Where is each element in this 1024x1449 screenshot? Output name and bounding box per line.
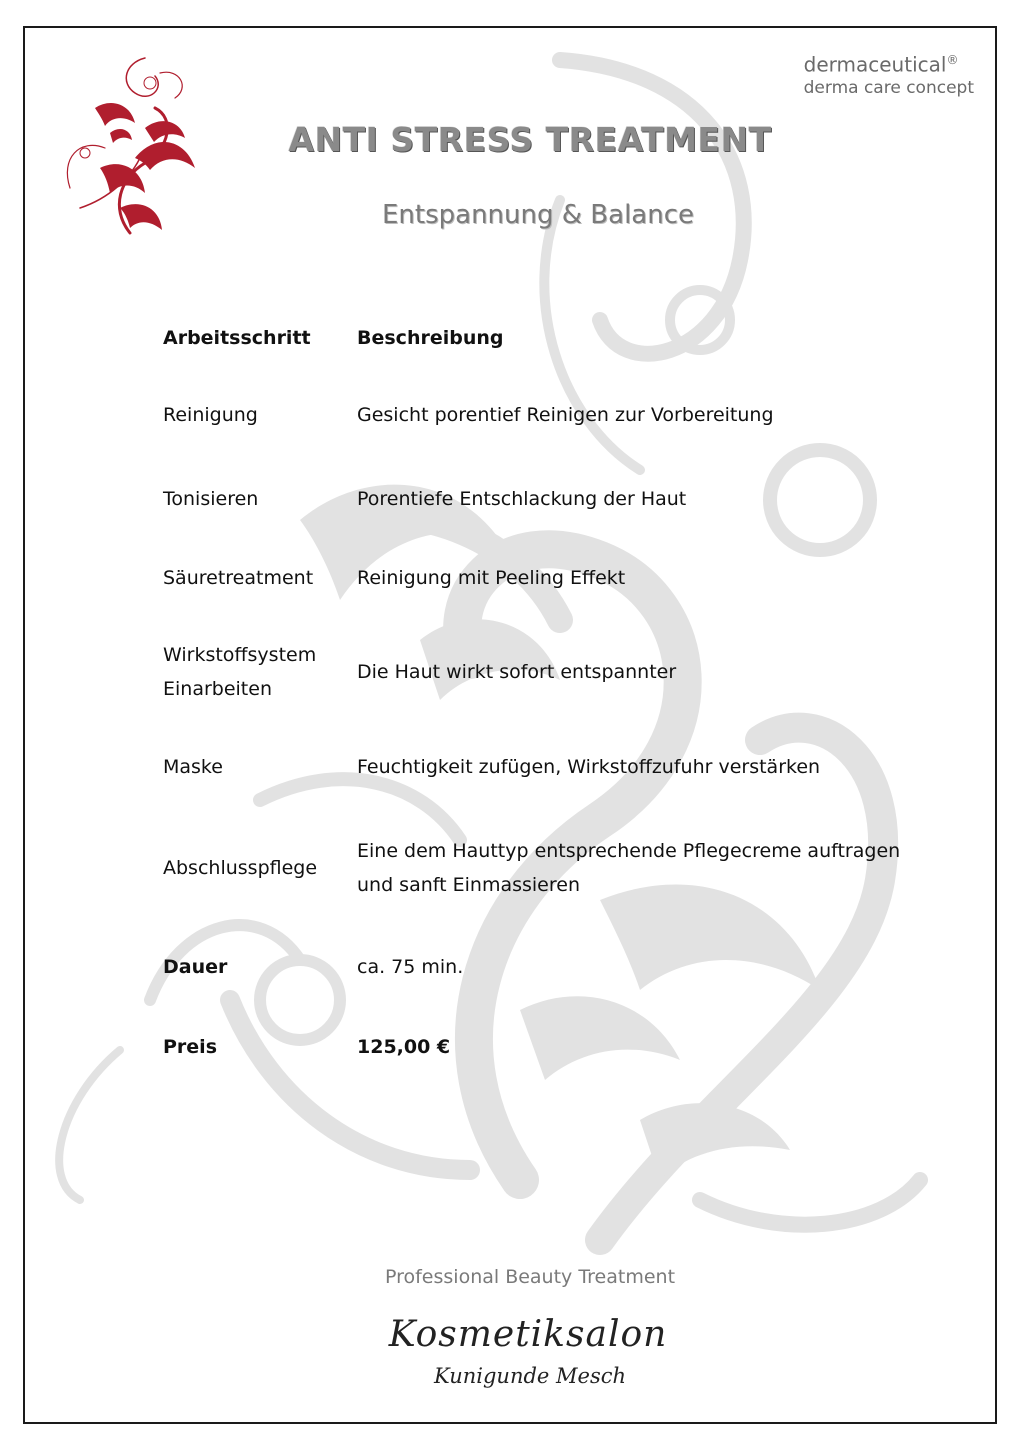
step-label: Abschlusspflege — [163, 857, 318, 879]
header-step: Arbeitsschritt — [163, 327, 311, 349]
step-description — [357, 834, 937, 902]
page-subtitle: Entspannung & Balance — [382, 200, 694, 230]
step-description: Feuchtigkeit zufügen, Wirkstoffzufuhr verstärken — [357, 756, 821, 778]
step-label — [163, 638, 353, 706]
page-title: ANTI STRESS TREATMENT — [288, 120, 772, 159]
step-description: Reinigung mit Peeling Effekt — [357, 567, 626, 589]
step-label-line: Wirkstoffsystem — [163, 644, 317, 666]
duration-value: ca. 75 min. — [357, 956, 464, 978]
step-label: Reinigung — [163, 404, 258, 426]
step-label: Säuretreatment — [163, 567, 314, 589]
salon-owner: Kunigunde Mesch — [433, 1364, 627, 1388]
salon-name: Kosmetiksalon — [388, 1314, 668, 1355]
step-description: Die Haut wirkt sofort entspannter — [357, 661, 677, 683]
step-description-line: und sanft Einmassieren — [357, 874, 580, 896]
registered-mark: ® — [946, 53, 959, 67]
price-value: 125,00 € — [357, 1036, 451, 1058]
footer-tagline: Professional Beauty Treatment — [384, 1266, 676, 1288]
step-label: Tonisieren — [163, 488, 259, 510]
step-description: Porentiefe Entschlackung der Haut — [357, 488, 687, 510]
brand-tagline: derma care concept — [803, 77, 974, 98]
brand-name: dermaceutical — [803, 52, 947, 77]
step-label: Maske — [163, 756, 223, 778]
step-description: Gesicht porentief Reinigen zur Vorbereitung — [357, 404, 774, 426]
step-label-line: Einarbeiten — [163, 678, 272, 700]
header-description: Beschreibung — [357, 327, 504, 349]
price-label: Preis — [163, 1036, 218, 1058]
brand-logo — [804, 48, 974, 99]
step-description-line: Eine dem Hauttyp entsprechende Pflegecreme auftragen — [357, 840, 901, 862]
duration-label: Dauer — [163, 956, 228, 978]
